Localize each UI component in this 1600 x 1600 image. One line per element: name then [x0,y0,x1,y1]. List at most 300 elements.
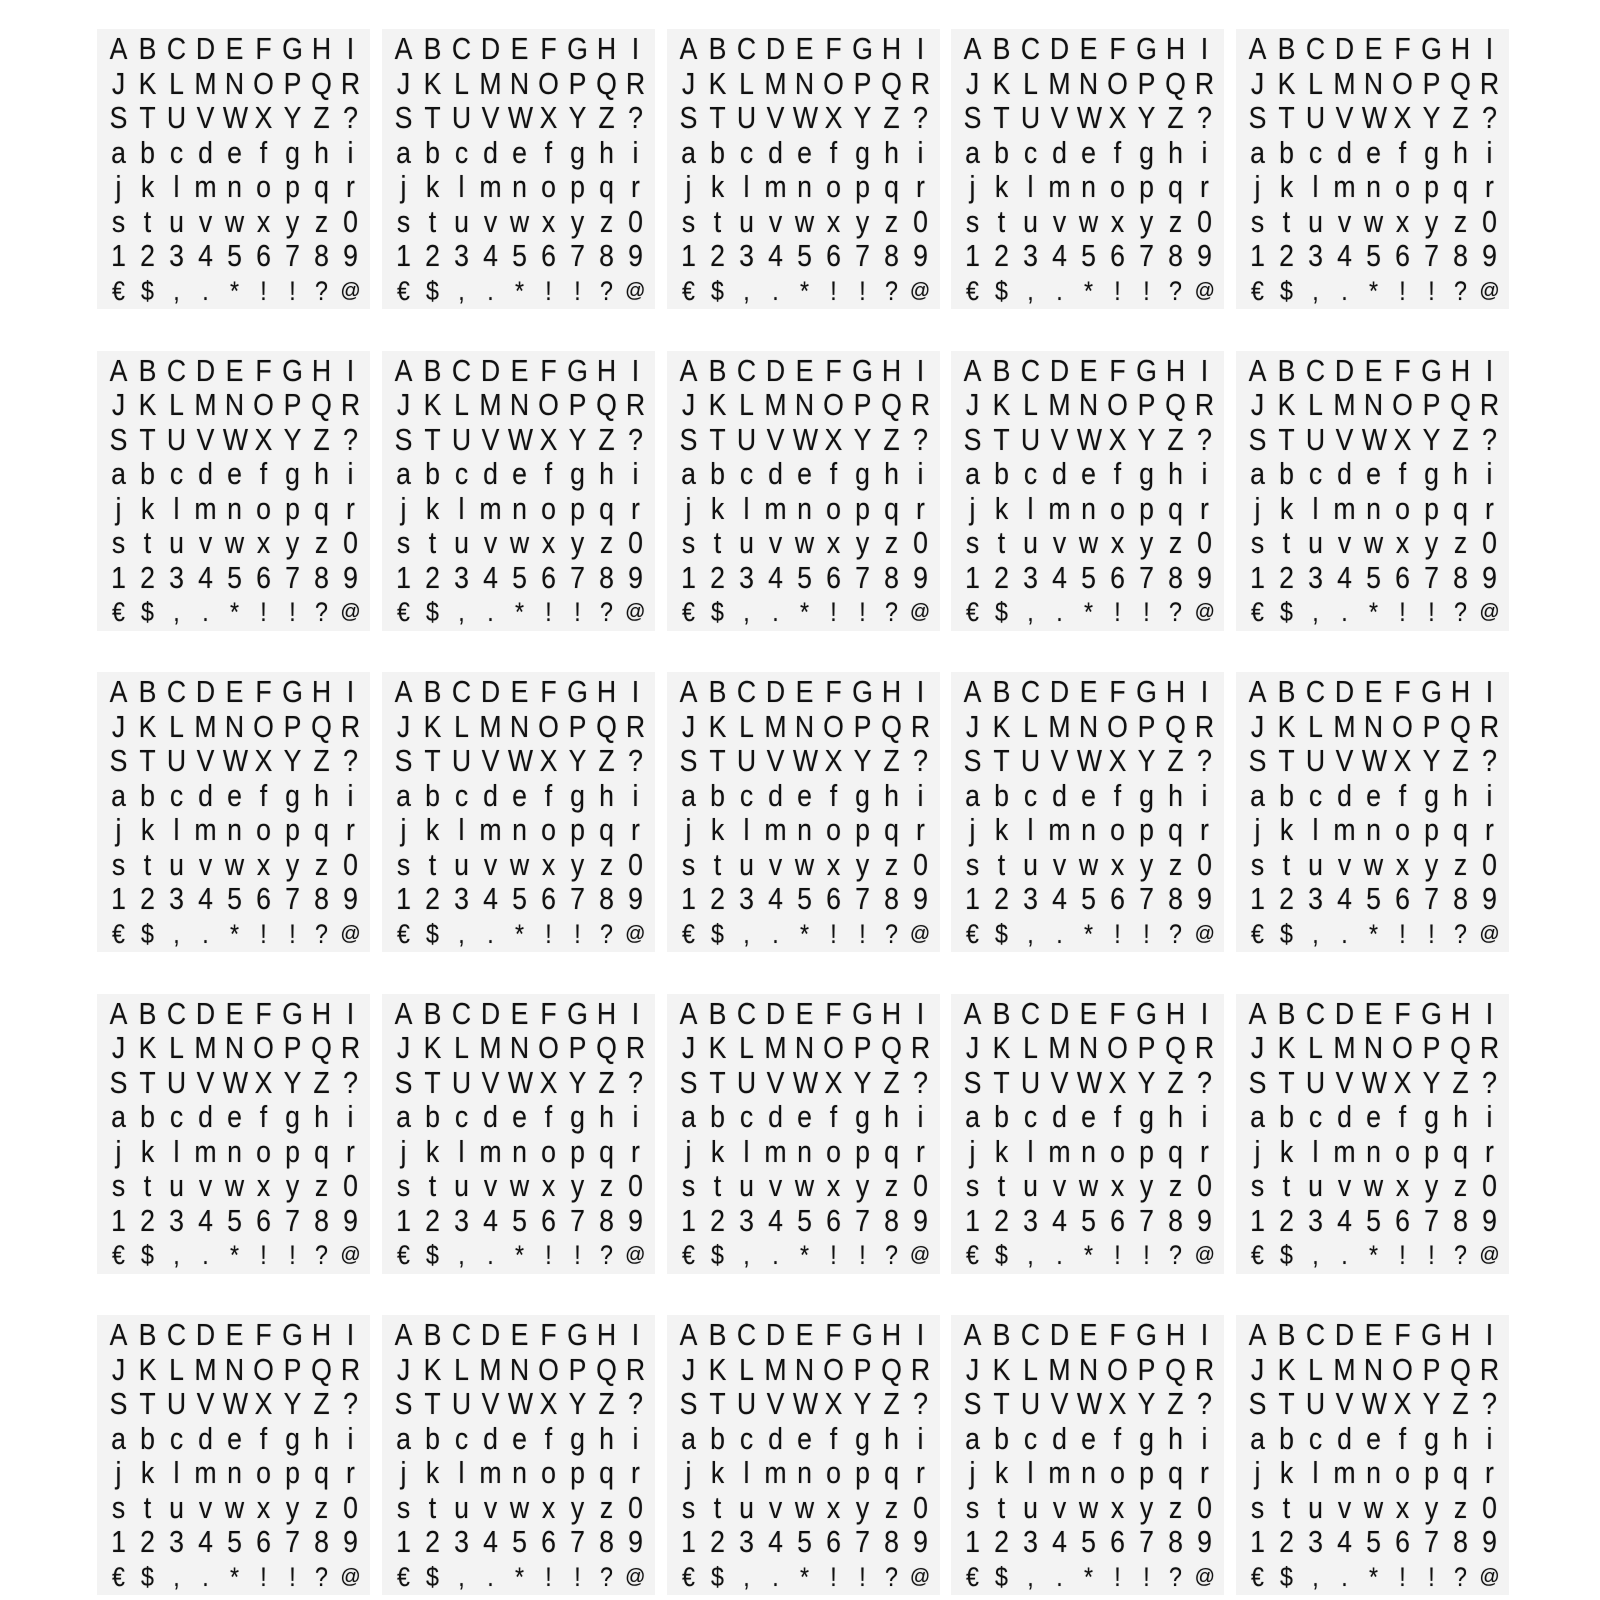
sticker-glyph: ! [545,1561,552,1592]
sticker-glyph: S [679,1386,697,1421]
sticker-glyph: d [1337,456,1352,491]
sticker-glyph: h [1453,456,1468,491]
sticker-row [390,917,649,952]
sticker-glyph: w [224,1168,245,1203]
sticker-glyph: z [1453,525,1468,560]
sticker-glyph: S [109,421,128,457]
sticker-glyph: x [826,203,840,239]
sticker-glyph: O [537,65,559,101]
sticker-glyph: i [1486,777,1493,813]
letter-sticker-sheet [667,1315,940,1595]
sticker-glyph: R [340,1351,361,1387]
sticker-glyph: a [1250,1420,1265,1456]
sticker-glyph: H [1166,352,1186,388]
sticker-row [959,1422,1218,1457]
sticker-row [105,997,364,1032]
sticker-glyph: K [708,65,726,101]
sticker-row [959,1456,1218,1491]
sticker-glyph: o [825,1455,841,1490]
sticker-glyph: I [346,674,355,709]
sticker-glyph: P [1422,387,1441,422]
sticker-glyph: 3 [1308,1202,1323,1238]
sticker-glyph: n [1081,169,1097,204]
sticker-glyph: i [347,1099,354,1134]
sticker-glyph: 8 [883,238,899,273]
sticker-row [1244,1353,1503,1388]
sticker-glyph: v [198,203,213,239]
sticker-glyph: ! [1428,1240,1435,1270]
sticker-glyph: € [396,597,410,627]
sticker-glyph: K [992,1351,1011,1387]
sticker-glyph: G [851,995,873,1031]
sticker-glyph: B [138,352,157,388]
sticker-row [959,1491,1218,1526]
sticker-glyph: ! [829,1561,837,1592]
sticker-row [675,492,934,527]
sticker-glyph: A [679,1317,697,1352]
sticker-glyph: L [738,708,754,744]
sticker-glyph: f [544,134,552,170]
sticker-glyph: F [824,995,842,1031]
sticker-glyph: s [681,525,695,560]
sticker-glyph: Z [313,1064,330,1100]
sticker-glyph: , [1027,597,1034,627]
sticker-glyph: 6 [540,1202,556,1238]
sticker-glyph: S [679,1064,697,1100]
sticker-row [390,882,649,917]
sticker-glyph: 7 [1139,1524,1155,1559]
sticker-glyph: D [480,1317,500,1352]
sticker-glyph: I [1201,674,1209,709]
sticker-glyph: p [285,169,300,204]
sticker-glyph: d [767,134,783,170]
sticker-row [1244,595,1503,630]
sticker-glyph: t [713,203,721,239]
sticker-glyph: 1 [680,238,696,273]
sticker-glyph: e [1366,456,1381,491]
sticker-glyph: a [395,777,411,813]
sticker-glyph: 8 [598,1202,614,1238]
sticker-glyph: j [115,490,122,526]
sticker-glyph: M [763,387,787,422]
sticker-glyph: v [483,1168,497,1203]
sticker-glyph: o [256,1455,271,1490]
sticker-glyph: r [1200,169,1210,204]
sticker-glyph: o [256,1133,271,1169]
sticker-glyph: W [507,743,533,778]
sticker-glyph: 4 [1337,881,1352,916]
sticker-glyph: G [566,995,588,1031]
sticker-glyph: F [824,31,842,66]
sticker-glyph: M [1333,708,1356,744]
sticker-glyph: z [599,203,613,239]
sticker-glyph: R [625,708,645,744]
sticker-glyph: R [910,1030,930,1065]
sticker-glyph: $ [425,1561,439,1592]
sticker-glyph: 8 [1453,881,1468,916]
sticker-glyph: * [514,1240,524,1270]
sticker-row [390,423,649,458]
sticker-glyph: O [822,65,844,101]
sticker-glyph: H [1166,1317,1186,1352]
sticker-glyph: B [708,995,726,1031]
sticker-glyph: H [311,995,332,1031]
sticker-row [105,32,364,67]
sticker-glyph: 8 [314,1524,329,1559]
sticker-glyph: b [994,456,1010,491]
sticker-glyph: e [1081,1420,1097,1456]
sticker-glyph: v [1053,1168,1067,1203]
sticker-glyph: 9 [627,1524,643,1559]
sticker-glyph: H [881,674,901,709]
sticker-glyph: 6 [825,238,841,273]
sticker-glyph: Q [880,708,902,744]
sticker-glyph: m [763,490,787,526]
sticker-glyph: H [1166,995,1186,1031]
sticker-glyph: K [138,1030,157,1065]
sticker-row [675,1491,934,1526]
sticker-glyph: c [454,1420,468,1456]
sticker-glyph: Q [880,1030,902,1065]
sticker-glyph: O [1392,1030,1413,1065]
sticker-glyph: X [824,743,842,778]
sticker-glyph: ? [1482,1386,1497,1421]
sticker-glyph: R [340,387,361,422]
sticker-glyph: o [1395,812,1410,847]
sticker-glyph: b [140,1099,155,1134]
sticker-row [390,675,649,710]
sticker-glyph: f [544,1420,552,1456]
sticker-glyph: x [1395,525,1410,560]
sticker-glyph: 4 [198,1524,213,1559]
sticker-glyph: ! [1114,918,1121,949]
sticker-glyph: * [229,1561,240,1592]
sticker-glyph: R [340,65,361,101]
sticker-glyph: A [1248,352,1267,388]
sticker-glyph: p [285,1455,300,1490]
sticker-glyph: B [992,1317,1011,1352]
sticker-glyph: k [995,812,1009,847]
sticker-glyph: i [347,456,354,491]
sticker-glyph: o [1110,1133,1126,1169]
sticker-glyph: $ [995,918,1009,949]
sticker-glyph: . [1056,918,1063,949]
sticker-glyph: l [458,812,465,847]
sticker-glyph: D [1050,674,1070,709]
sticker-glyph: 7 [854,559,870,595]
sticker-glyph: z [884,203,898,239]
sticker-glyph: e [1081,777,1097,813]
sticker-glyph: e [1366,134,1381,170]
sticker-glyph: y [570,846,584,882]
sticker-glyph: V [1050,100,1069,135]
sticker-glyph: G [566,1317,588,1352]
sticker-glyph: $ [1280,1240,1293,1270]
sticker-glyph: P [1422,1030,1441,1065]
sticker-glyph: X [824,100,842,135]
sticker-glyph: 2 [1279,881,1294,916]
sticker-glyph: m [479,1133,502,1169]
sticker-glyph: ! [1428,1561,1435,1592]
sticker-glyph: 1 [680,1524,696,1559]
sticker-glyph: u [1308,846,1323,882]
sticker-row [390,1491,649,1526]
sticker-glyph: G [282,1317,303,1352]
sticker-row [1244,457,1503,492]
sticker-glyph: 0 [627,1168,643,1203]
sticker-glyph: 4 [482,238,498,273]
sticker-glyph: y [570,1168,584,1203]
sticker-glyph: b [424,134,440,170]
sticker-glyph: h [1168,1420,1184,1456]
sticker-glyph: . [1056,597,1063,627]
sticker-glyph: O [253,65,274,101]
sticker-glyph: W [1361,743,1388,778]
sticker-glyph: E [510,31,529,66]
sticker-glyph: x [1395,203,1410,239]
sticker-glyph: r [915,812,925,847]
sticker-glyph: M [763,1351,787,1387]
sticker-glyph: J [396,1351,410,1387]
sticker-glyph: w [224,1489,245,1525]
sticker-glyph: A [679,674,697,709]
sticker-glyph: € [1251,597,1264,627]
sticker-glyph: h [883,777,899,813]
sticker-glyph: H [596,352,616,388]
sticker-glyph: ! [858,1561,866,1592]
sticker-glyph: b [994,1099,1010,1134]
sticker-glyph: j [685,169,691,204]
sticker-glyph: A [1248,31,1267,66]
sticker-glyph: o [540,169,556,204]
sticker-glyph: s [1250,1168,1265,1203]
sticker-glyph: @ [340,1244,361,1266]
sticker-glyph: r [1485,812,1494,847]
sticker-glyph: D [1050,1317,1070,1352]
sticker-glyph: v [768,203,782,239]
sticker-row [390,1100,649,1135]
sticker-glyph: V [196,1386,215,1421]
sticker-glyph: O [1107,708,1129,744]
sticker-glyph: ? [599,275,613,306]
sticker-glyph: D [195,31,216,66]
sticker-glyph: f [544,777,552,813]
sticker-glyph: r [346,1133,355,1169]
sticker-glyph: 7 [569,881,585,916]
sticker-glyph: Z [882,743,900,778]
sticker-glyph: A [109,31,128,66]
letter-sticker-sheet [382,351,655,631]
sticker-glyph: 9 [912,1202,928,1238]
sticker-glyph: o [825,490,841,526]
sticker-glyph: g [1139,456,1155,491]
sticker-glyph: 7 [285,559,300,595]
sticker-glyph: d [482,1420,498,1456]
sticker-glyph: Q [311,387,332,422]
sticker-row [390,205,649,240]
sticker-glyph: ? [1169,275,1183,306]
sticker-glyph: I [346,352,355,388]
sticker-glyph: j [969,812,976,847]
sticker-glyph: ! [260,1240,267,1270]
sticker-glyph: Q [880,1351,902,1387]
sticker-glyph: c [739,134,753,170]
sticker-glyph: z [1453,1168,1468,1203]
sticker-glyph: B [1277,31,1296,66]
sticker-glyph: i [917,134,923,170]
sticker-glyph: 8 [598,881,614,916]
sticker-glyph: V [196,421,215,457]
sticker-glyph: K [708,387,726,422]
sticker-row [390,32,649,67]
sticker-glyph: n [511,490,527,526]
sticker-glyph: P [853,387,871,422]
sticker-glyph: L [738,1030,754,1065]
sticker-row [105,101,364,136]
sticker-row [675,917,934,952]
sticker-glyph: P [1137,1030,1156,1065]
sticker-glyph: ! [1428,597,1435,627]
sticker-glyph: a [965,134,981,170]
sticker-glyph: i [632,1099,639,1134]
sticker-glyph: m [1048,1133,1071,1169]
sticker-glyph: * [1368,597,1379,627]
sticker-glyph: h [598,456,614,491]
sticker-glyph: B [138,31,157,66]
sticker-glyph: J [681,1030,695,1065]
sticker-glyph: @ [340,601,361,623]
sticker-glyph: @ [1194,279,1215,302]
sticker-glyph: N [1079,387,1099,422]
sticker-glyph: o [825,1133,841,1169]
sticker-glyph: 3 [1023,881,1039,916]
sticker-glyph: b [1279,134,1294,170]
sticker-glyph: O [1107,387,1129,422]
sticker-row [390,354,649,389]
sticker-row [959,354,1218,389]
sticker-glyph: 2 [424,1202,440,1238]
sticker-glyph: A [1248,1317,1267,1352]
sticker-glyph: 4 [1337,238,1352,273]
sticker-row [1244,744,1503,779]
sticker-row [959,492,1218,527]
sticker-glyph: R [910,1351,930,1387]
sticker-glyph: X [1108,1386,1127,1421]
sticker-glyph: ? [1482,1064,1497,1100]
sticker-glyph: I [1201,995,1209,1031]
sticker-glyph: ? [1454,1561,1467,1592]
sticker-glyph: r [630,490,640,526]
sticker-glyph: D [1050,352,1070,388]
sticker-glyph: D [195,1317,216,1352]
sticker-glyph: x [1111,203,1125,239]
sticker-row [390,1422,649,1457]
sticker-glyph: j [400,1455,407,1490]
sticker-glyph: N [509,387,529,422]
sticker-glyph: 3 [1023,559,1039,595]
sticker-glyph: 2 [140,881,155,916]
sticker-glyph: T [139,100,156,135]
sticker-glyph: s [681,203,695,239]
sticker-glyph: n [796,490,812,526]
sticker-glyph: B [708,674,726,709]
sticker-glyph: v [483,525,497,560]
sticker-glyph: , [458,1240,465,1270]
sticker-glyph: , [742,275,750,306]
sticker-glyph: J [1250,708,1265,744]
sticker-glyph: 6 [256,559,271,595]
sticker-glyph: e [1366,1420,1381,1456]
sticker-glyph: 8 [1168,238,1184,273]
sticker-row [675,595,934,630]
sticker-glyph: l [173,1133,180,1169]
sticker-glyph: ? [343,1064,358,1100]
sticker-row [959,813,1218,848]
sticker-glyph: R [1195,65,1215,101]
sticker-glyph: 1 [965,881,981,916]
sticker-glyph: f [829,1420,837,1456]
sticker-glyph: Q [1165,1030,1187,1065]
sticker-row [959,1318,1218,1353]
sticker-glyph: i [347,1420,354,1456]
sticker-glyph: w [509,203,529,239]
sticker-glyph: S [109,1064,128,1100]
sticker-glyph: a [1250,777,1265,813]
sticker-glyph: 6 [1395,1202,1410,1238]
sticker-glyph: X [1393,1064,1412,1100]
sticker-glyph: k [710,490,724,526]
sticker-glyph: 6 [256,1524,271,1559]
sticker-glyph: j [1254,812,1261,847]
sticker-row [390,101,649,136]
sticker-glyph: s [111,846,126,882]
sticker-glyph: C [451,352,471,388]
sticker-glyph: , [742,597,750,627]
sticker-glyph: Y [1422,1386,1441,1421]
sticker-row [959,1100,1218,1135]
sticker-glyph: S [109,100,128,135]
sticker-glyph: Z [598,1064,615,1100]
sticker-glyph: O [1392,387,1413,422]
sticker-glyph: z [884,1489,898,1525]
sticker-glyph: l [458,490,465,526]
sticker-glyph: f [829,777,837,813]
sticker-glyph: j [1254,169,1261,204]
sticker-row [675,32,934,67]
sticker-glyph: W [222,100,249,135]
sticker-glyph: 4 [767,238,783,273]
sticker-glyph: 4 [767,881,783,916]
sticker-glyph: 0 [627,846,643,882]
sticker-row [675,170,934,205]
sticker-glyph: m [479,812,502,847]
sticker-glyph: . [771,918,779,949]
sticker-row [105,1031,364,1066]
sticker-glyph: * [1368,275,1379,306]
sticker-glyph: X [824,1386,842,1421]
sticker-glyph: T [139,1386,156,1421]
sticker-glyph: R [340,1030,361,1065]
sticker-glyph: f [1398,456,1407,491]
sticker-glyph: y [1140,525,1154,560]
sticker-row [959,1525,1218,1560]
sticker-glyph: i [1201,1420,1208,1456]
sticker-glyph: r [1200,1133,1210,1169]
sticker-glyph: x [256,525,271,560]
sticker-glyph: d [198,456,213,491]
sticker-glyph: J [111,1351,126,1387]
sticker-glyph: L [738,1351,754,1387]
